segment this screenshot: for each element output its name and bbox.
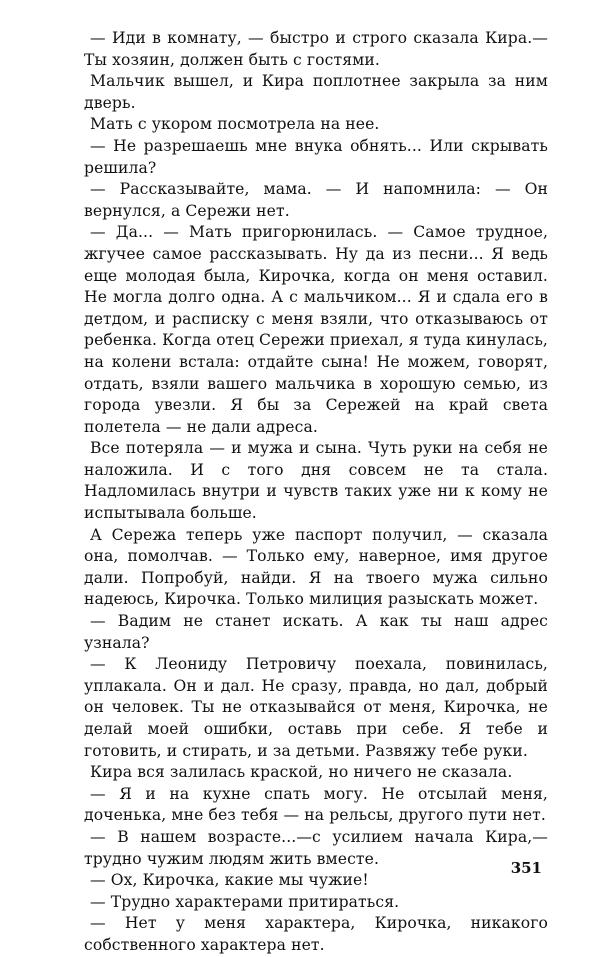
paragraph-1: — Иди в комнату, — быстро и строго сказала Кира.— Ты хозяин, должен быть с гостями.	[84, 29, 548, 69]
paragraph-6: — Да... — Мать пригорюнилась. — Самое трудное, жгучее самое рассказывать. Ну да из песни... Я ведь еще молодая была, Кирочка, когда он меня оставил. Не могла долго одна. А с мальчиком... Я и сдала его в детдом, и расписку с меня взяли, что отказываюсь от ребенка. Когда отец Сережи приехал, я туда кинулась, на колени встала: отдайте сына! Не можем, говорят, отдать, взяли вашего мальчика в хорошую семью, из города увезли. Я бы за Сережей на край света полетела — не дали адреса.	[84, 223, 548, 436]
paragraph-13: — В нашем возрасте...—с усилием начала Кира,— трудно чужим людям жить вместе.	[84, 827, 548, 868]
paragraph-4: — Не разрешаешь мне внука обнять... Или скрывать решила?	[84, 136, 548, 177]
page-number: 351	[510, 859, 542, 877]
paragraph-8: А Сережа теперь уже паспорт получил, — сказала она, помолчав. — Только ему, наверное, имя другое дали. Попробуй, найди. Я на твоего мужа сильно надеюсь, Кирочка. Только милиция разыскать может.	[84, 525, 548, 609]
paragraph-9: — Вадим не станет искать. А как ты наш адрес узнала?	[84, 612, 548, 652]
paragraph-7: Все потеряла — и мужа и сына. Чуть руки на себя не наложила. И с того дня совсем не та стала. Надломилась внутри и чувств таких уже ни к кому не испытывала больше.	[84, 439, 548, 523]
body-text	[84, 28, 548, 957]
paragraph-3: Мать с укором посмотрела на нее.	[90, 115, 380, 134]
paragraph-11: Кира вся залилась краской, но ничего не сказала.	[90, 763, 513, 782]
paragraph-12: — Я и на кухне спать могу. Не отсылай меня, доченька, мне без тебя — на рельсы, другого пути нет.	[84, 784, 548, 825]
paragraph-15: — Трудно характерами притираться.	[90, 892, 400, 911]
paragraph-2: Мальчик вышел, и Кира поплотнее закрыла за ним дверь.	[84, 72, 548, 112]
paragraph-16: — Нет у меня характера, Кирочка, никакого собственного характера нет.	[84, 914, 548, 954]
paragraph-5: — Рассказывайте, мама. — И напомнила: — Он вернулся, а Сережи нет.	[84, 180, 548, 220]
paragraph-14: — Ох, Кирочка, какие мы чужие!	[90, 871, 369, 890]
paragraph-10: — К Леониду Петровичу поехала, повинилась, уплакала. Он и дал. Не сразу, правда, но дал, добрый он человек. Ты не отказывайся от меня, Кирочка, не делай моей ошибки, оставь при себе. Я тебе и готовить, и стирать, и за детьми. Развяжу тебе руки.	[84, 655, 548, 760]
